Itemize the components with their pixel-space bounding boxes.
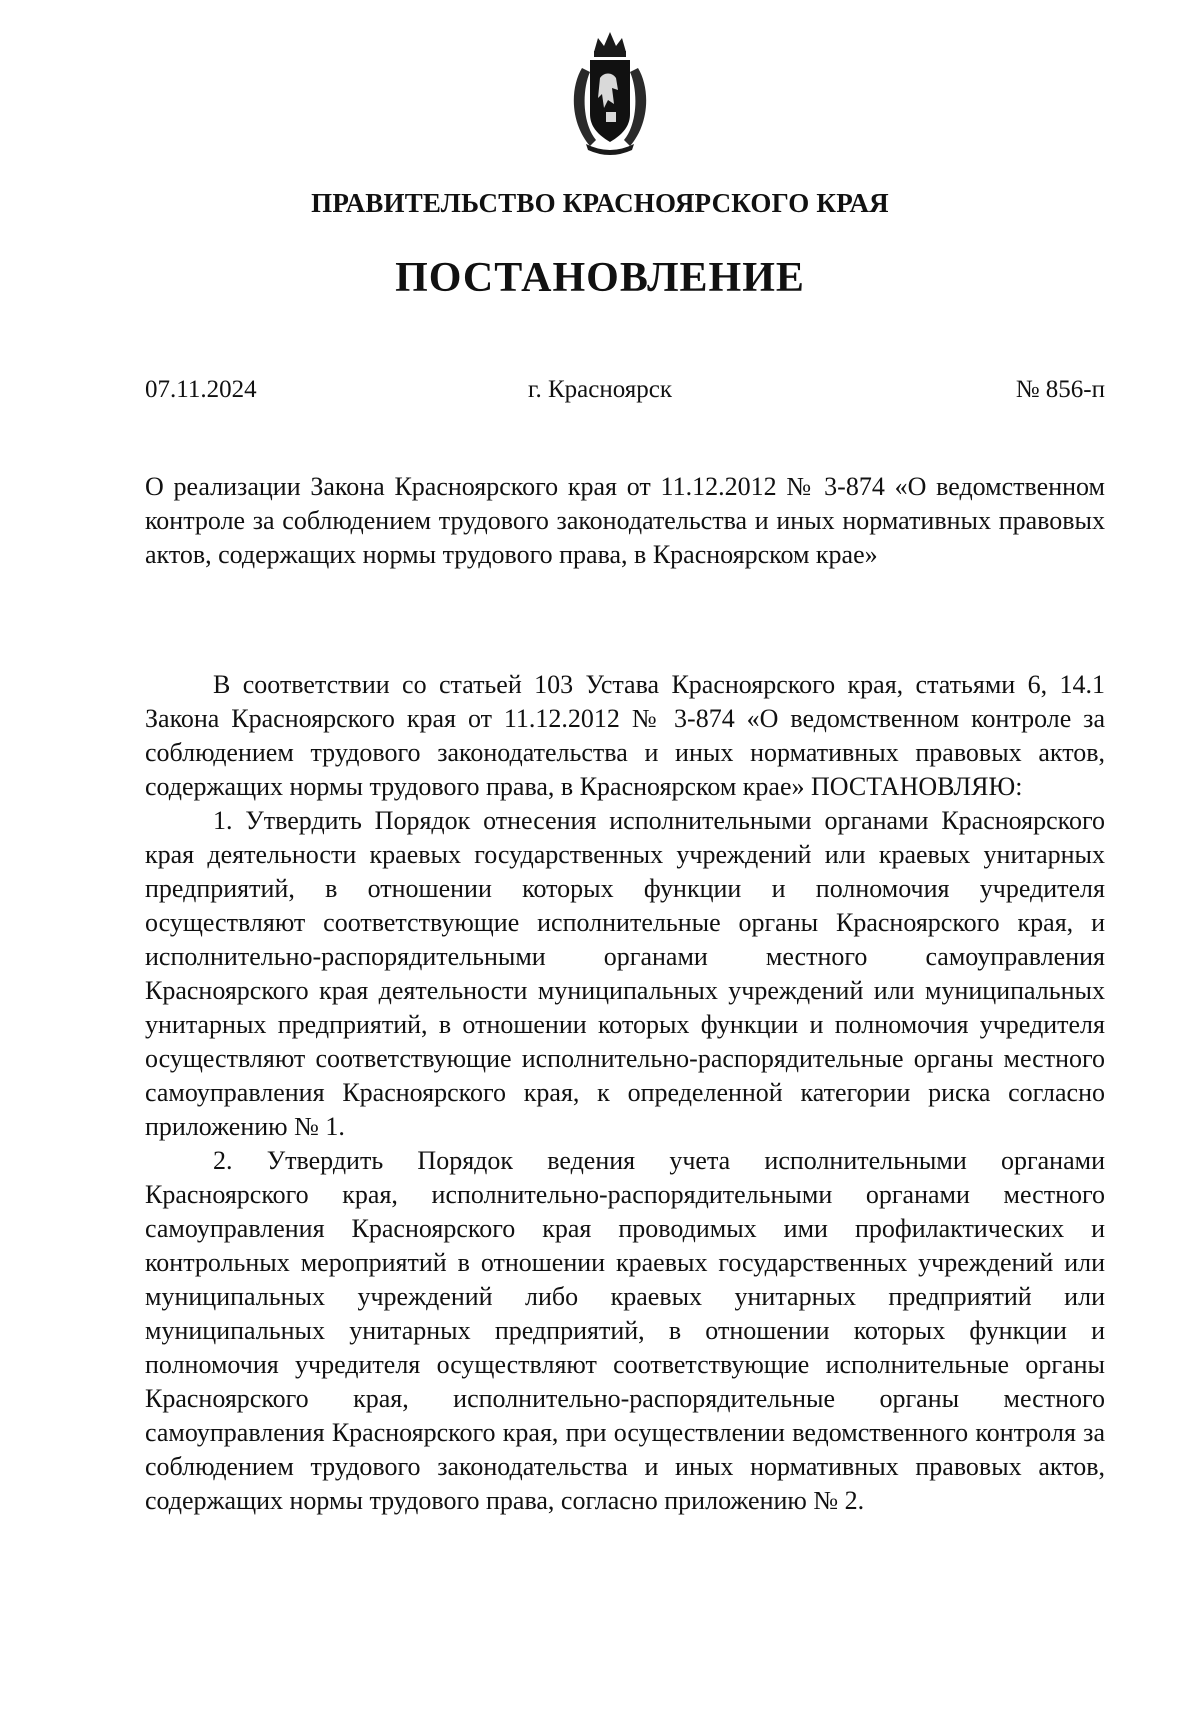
preamble-paragraph: В соответствии со статьей 103 Устава Красноярского края, статьями 6, 14.1 Закона Красноярского края от 11.12.2012 № 3-874 «О ведомственном контроле за соблюдением трудового законодательства и иных нормативных правовых актов, содержащих нормы трудового права, в Красноярском крае» ПОСТАНОВЛЯЮ: <box>145 670 1105 801</box>
document-type-title: ПОСТАНОВЛЕНИЕ <box>395 255 805 301</box>
document-number: № 856-п <box>1015 376 1105 403</box>
coat-of-arms-emblem <box>560 28 660 156</box>
document-city: г. Красноярск <box>528 376 672 403</box>
document-body <box>145 668 1105 1518</box>
document-date: 07.11.2024 <box>145 376 257 403</box>
item-2-paragraph: 2. Утвердить Порядок ведения учета исполнительными органами Красноярского края, исполнительно-распорядительными органами местного самоуправления Красноярского края проводимых ими профилактических и контрольных мероприятий в отношении краевых государственных учреждений или муниципальных учреждений либо краевых унитарных предприятий или муниципальных унитарных предприятий, в отношении которых функции и полномочия учредителя осуществляют соответствующие исполнительные органы Красноярского края, исполнительно-распорядительные органы местного самоуправления Красноярского края, при осуществлении ведомственного контроля за соблюдением трудового законодательства и иных нормативных правовых актов, содержащих нормы трудового права, согласно приложению № 2. <box>145 1146 1105 1515</box>
government-name: ПРАВИТЕЛЬСТВО КРАСНОЯРСКОГО КРАЯ <box>311 188 889 218</box>
item-1-paragraph: 1. Утвердить Порядок отнесения исполнительными органами Красноярского края деятельности краевых государственных учреждений или краевых унитарных предприятий, в отношении которых функции и полномочия учредителя осуществляют соответствующие исполнительные органы Красноярского края, и исполнительно-распорядительными органами местного самоуправления Красноярского края деятельности муниципальных учреждений или муниципальных унитарных предприятий, в отношении которых функции и полномочия учредителя осуществляют соответствующие исполнительно-распорядительные органы местного самоуправления Красноярского края, к определенной категории риска согласно приложению № 1. <box>145 806 1105 1141</box>
subject-text: О реализации Закона Красноярского края от 11.12.2012 № 3-874 «О ведомственном контроле за соблюдением трудового законодательства и иных нормативных правовых актов, содержащих нормы трудового права, в Красноярском крае» <box>145 472 1105 569</box>
document-subject <box>145 470 1105 572</box>
